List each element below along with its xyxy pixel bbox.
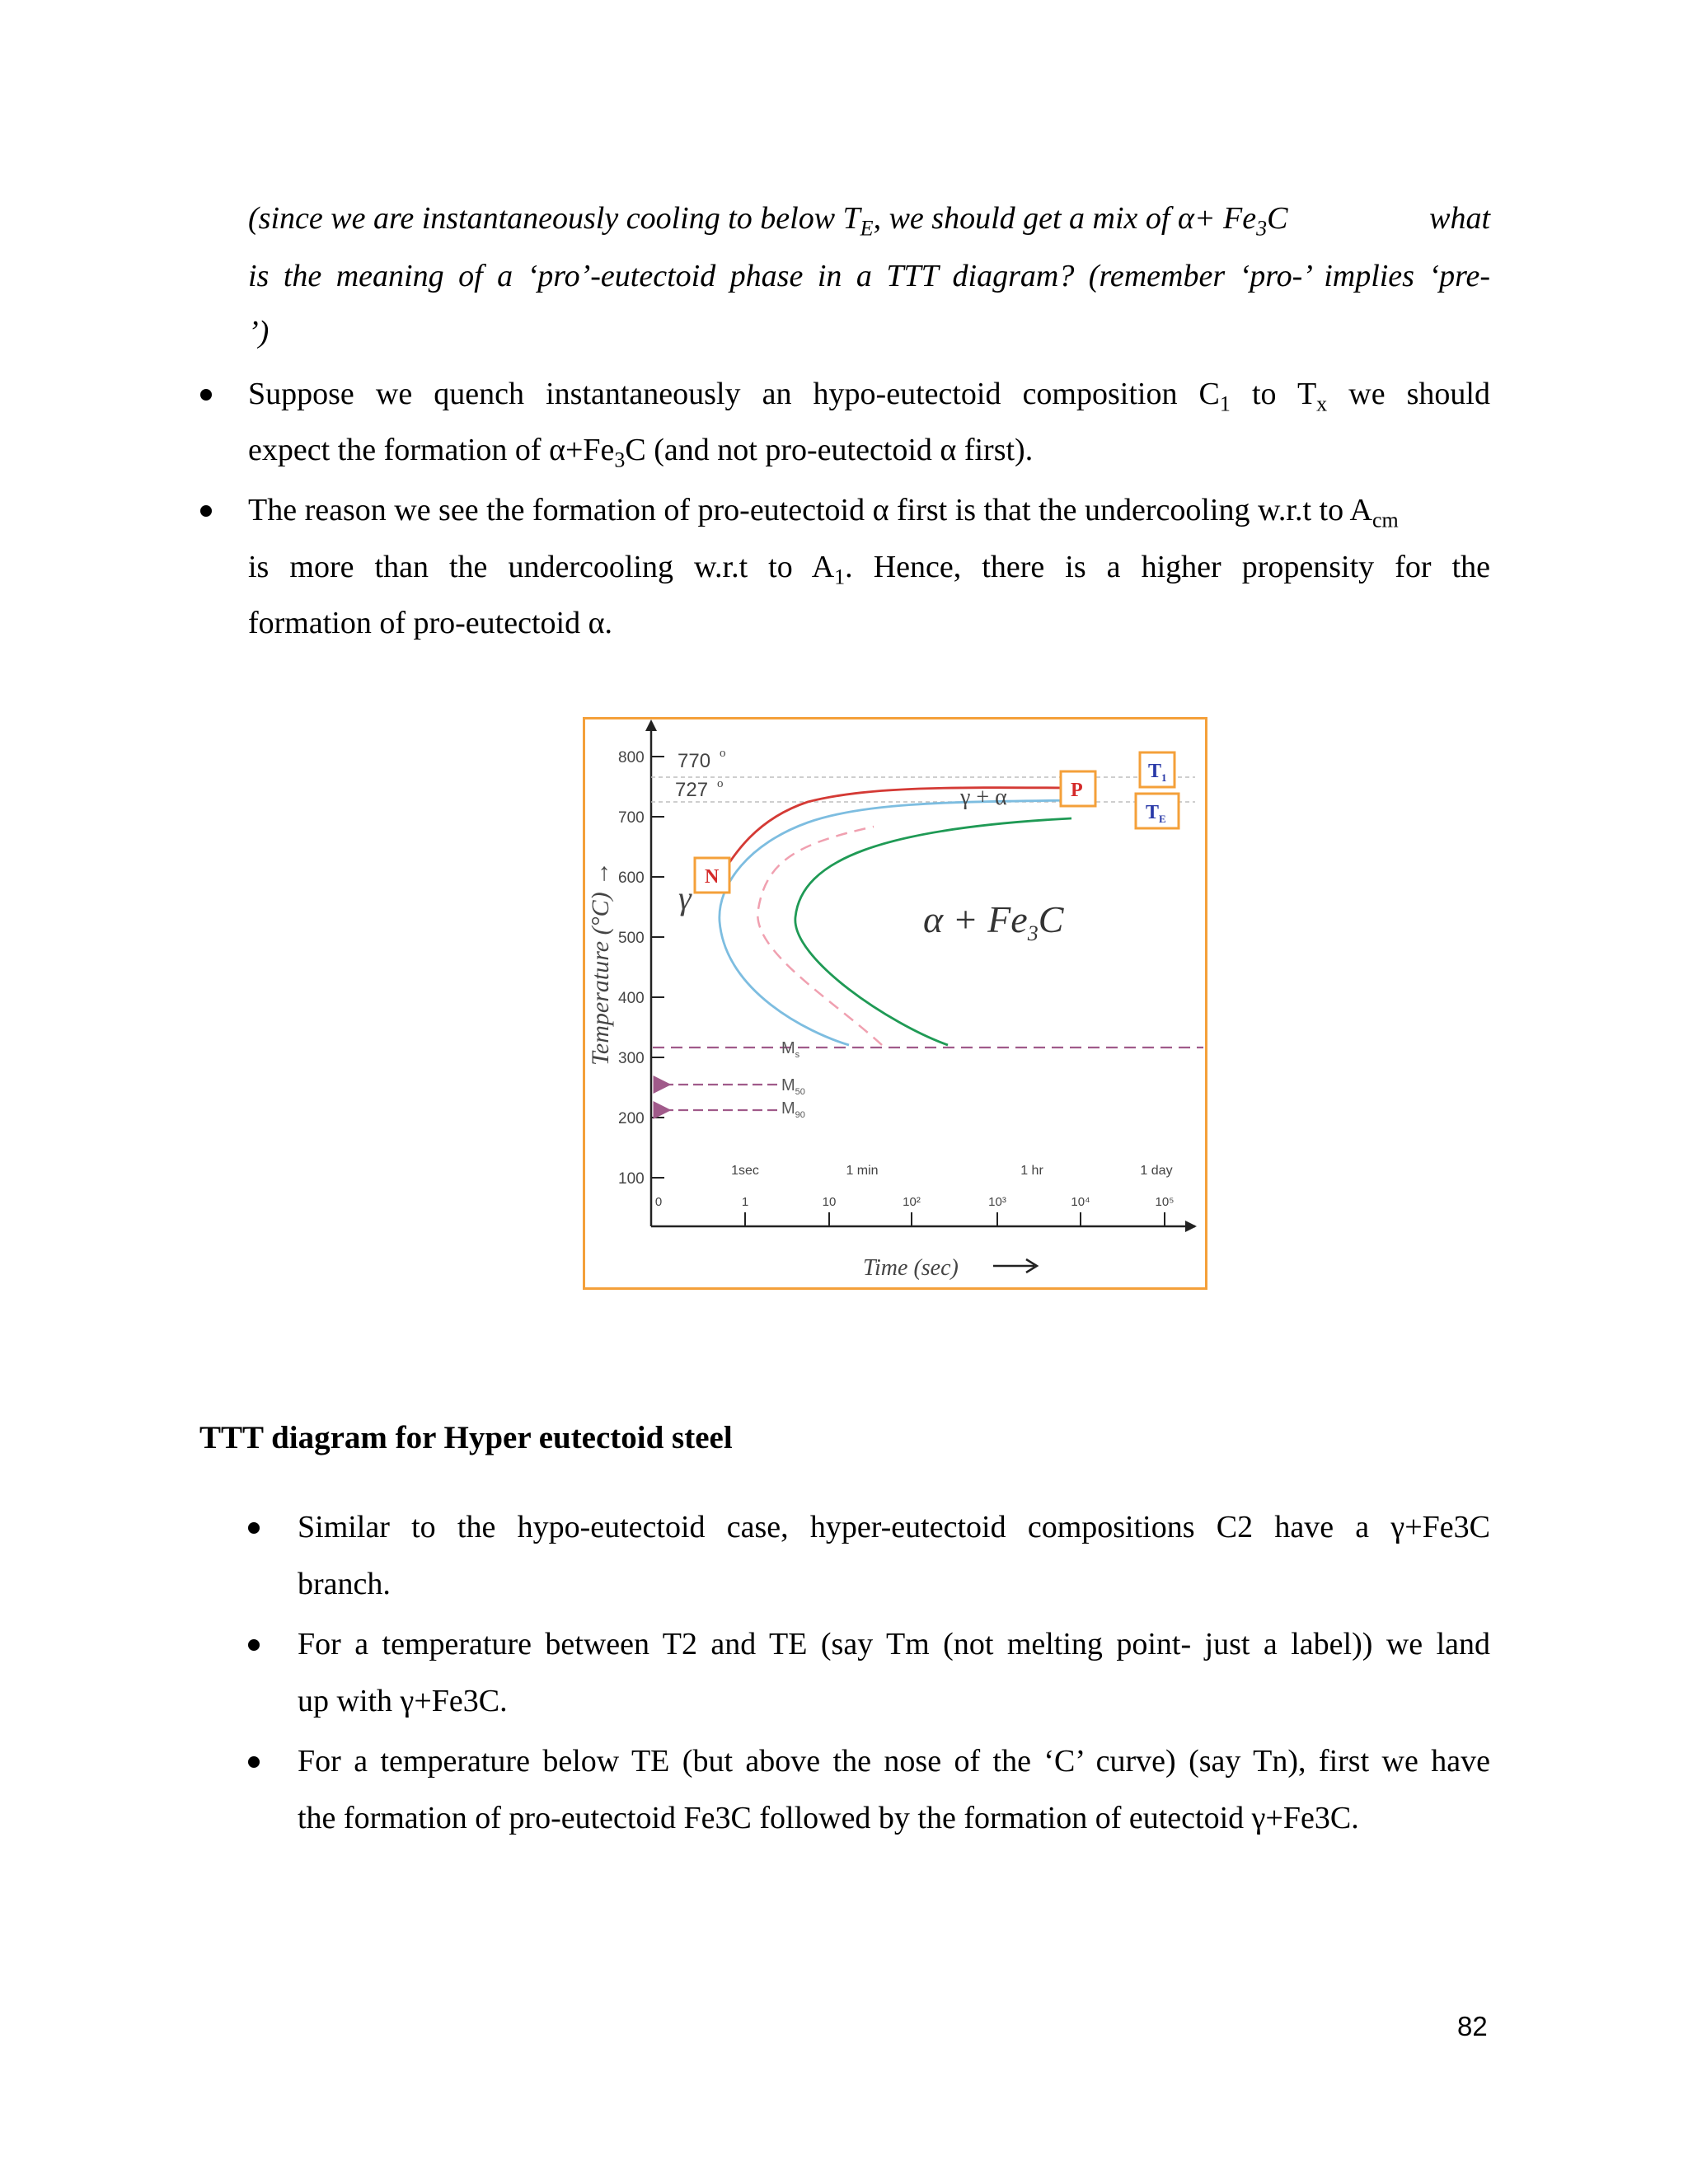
bullet-1-line-1: Suppose we quench instantaneously an hypo-eutectoid composition $C_1$ to $T_x$ we should [248,377,1490,416]
y-tick-label: 800 [618,749,645,766]
y-axis-arrow [645,719,657,731]
x-title-arrow [993,1259,1037,1272]
y-tick-label: 200 [618,1110,645,1127]
section-bullet-1-line-1: Similar to the hypo-eutectoid case, hyper-eutectoid compositions C2 have a γ+Fe3C [298,1510,1490,1544]
region-alpha-fe3c: $\alpha + Fe_3C$ [923,898,1064,945]
label-n: N [705,866,720,888]
label-ms: $M_s$ [781,1039,800,1060]
label-770: 770 [678,750,711,772]
x-tick-label: 0 [654,1195,663,1209]
intro-line-2: is the meaning of a ‘pro’-eutectoid phase in a TTT diagram? (remember ‘pro-’ implies ‘pre- [248,259,1490,293]
section-bullet-3-line-1: For a temperature below TE (but above the nose of the ‘C’ curve) (say Tn), first we have [298,1744,1490,1779]
bullet-2-line-3: formation of pro-eutectoid α. [248,606,612,640]
intro-line-3: ’) [248,315,270,349]
x-tick-label: 10³ [988,1195,1006,1209]
bullet-dot [200,505,212,517]
label-m90: $M_{90}$ [781,1099,805,1120]
bullet-2-line-2: is more than the undercooling w.r.t to $A_1$. Hence, there is a higher propensity for the [248,550,1490,589]
section-bullet-2-line-2: up with γ+Fe3C. [298,1684,508,1718]
section-bullet-1-line-2: branch. [298,1567,391,1601]
x-tick-label: 10⁴ [1071,1195,1090,1209]
x-tick-label: 10⁵ [1155,1195,1175,1209]
region-gamma-alpha: γ + α [960,785,1007,810]
y-tick-label: 700 [618,809,645,827]
time-label: 1sec [731,1164,759,1178]
ttt-chart [585,719,1205,1287]
bullet-dot [248,1522,260,1534]
y-tick-label: 100 [618,1170,645,1188]
x-tick-label: 10² [903,1195,921,1209]
time-label: 1 min [846,1164,879,1178]
bullet-1-line-2: expect the formation of $\alpha+Fe_3C$ (and not pro-eutectoid α first). [248,433,1034,472]
y-tick-label: 400 [618,990,645,1007]
label-te: $T_E$ [1146,802,1166,825]
y-tick-label: 600 [618,869,645,887]
label-p: P [1071,780,1083,801]
intro-line-1: (since we are instantaneously cooling to below $T_E$, we should get a mix of $\alpha+ Fe_3C$ what [248,190,1490,247]
y-tick-label: 300 [618,1050,645,1067]
region-gamma: γ [678,879,692,916]
time-label: 1 day [1140,1164,1173,1178]
label-770-deg: o [720,747,726,760]
bullet-dot [248,1756,260,1768]
time-label: 1 hr [1020,1164,1043,1178]
label-727: 727 [675,779,709,801]
x-axis-title: Time (sec) [863,1255,959,1281]
section-bullet-2-line-1: For a temperature between T2 and TE (say Tm (not melting point- just a label)) we land [298,1627,1490,1661]
x-axis-arrow [1185,1221,1197,1232]
label-t1: $T_1$ [1148,761,1167,784]
label-m50: $M_{50}$ [781,1076,805,1097]
label-727-deg: o [717,777,724,790]
bullet-2-line-1: The reason we see the formation of pro-eutectoid α first is that the undercooling w.r.t to $A_{cm}$ [248,493,1399,532]
y-axis-title: Temperature (°C) → [587,860,614,1066]
bullet-dot [248,1639,260,1651]
ttt-diagram-figure [583,717,1207,1290]
curve-red [712,788,1073,891]
section-heading: TTT diagram for Hyper eutectoid steel [199,1420,733,1455]
x-tick-label: 10 [822,1195,837,1209]
y-tick-label: 500 [618,930,645,947]
curve-pink-dashed [757,827,882,1045]
section-bullet-3-line-2: the formation of pro-eutectoid Fe3C followed by the formation of eutectoid γ+Fe3C. [298,1801,1359,1835]
page-number: 82 [1457,2011,1488,2041]
x-tick-label: 1 [741,1195,749,1209]
intro-line-1-end: what [1429,201,1490,236]
bullet-dot [200,389,212,401]
